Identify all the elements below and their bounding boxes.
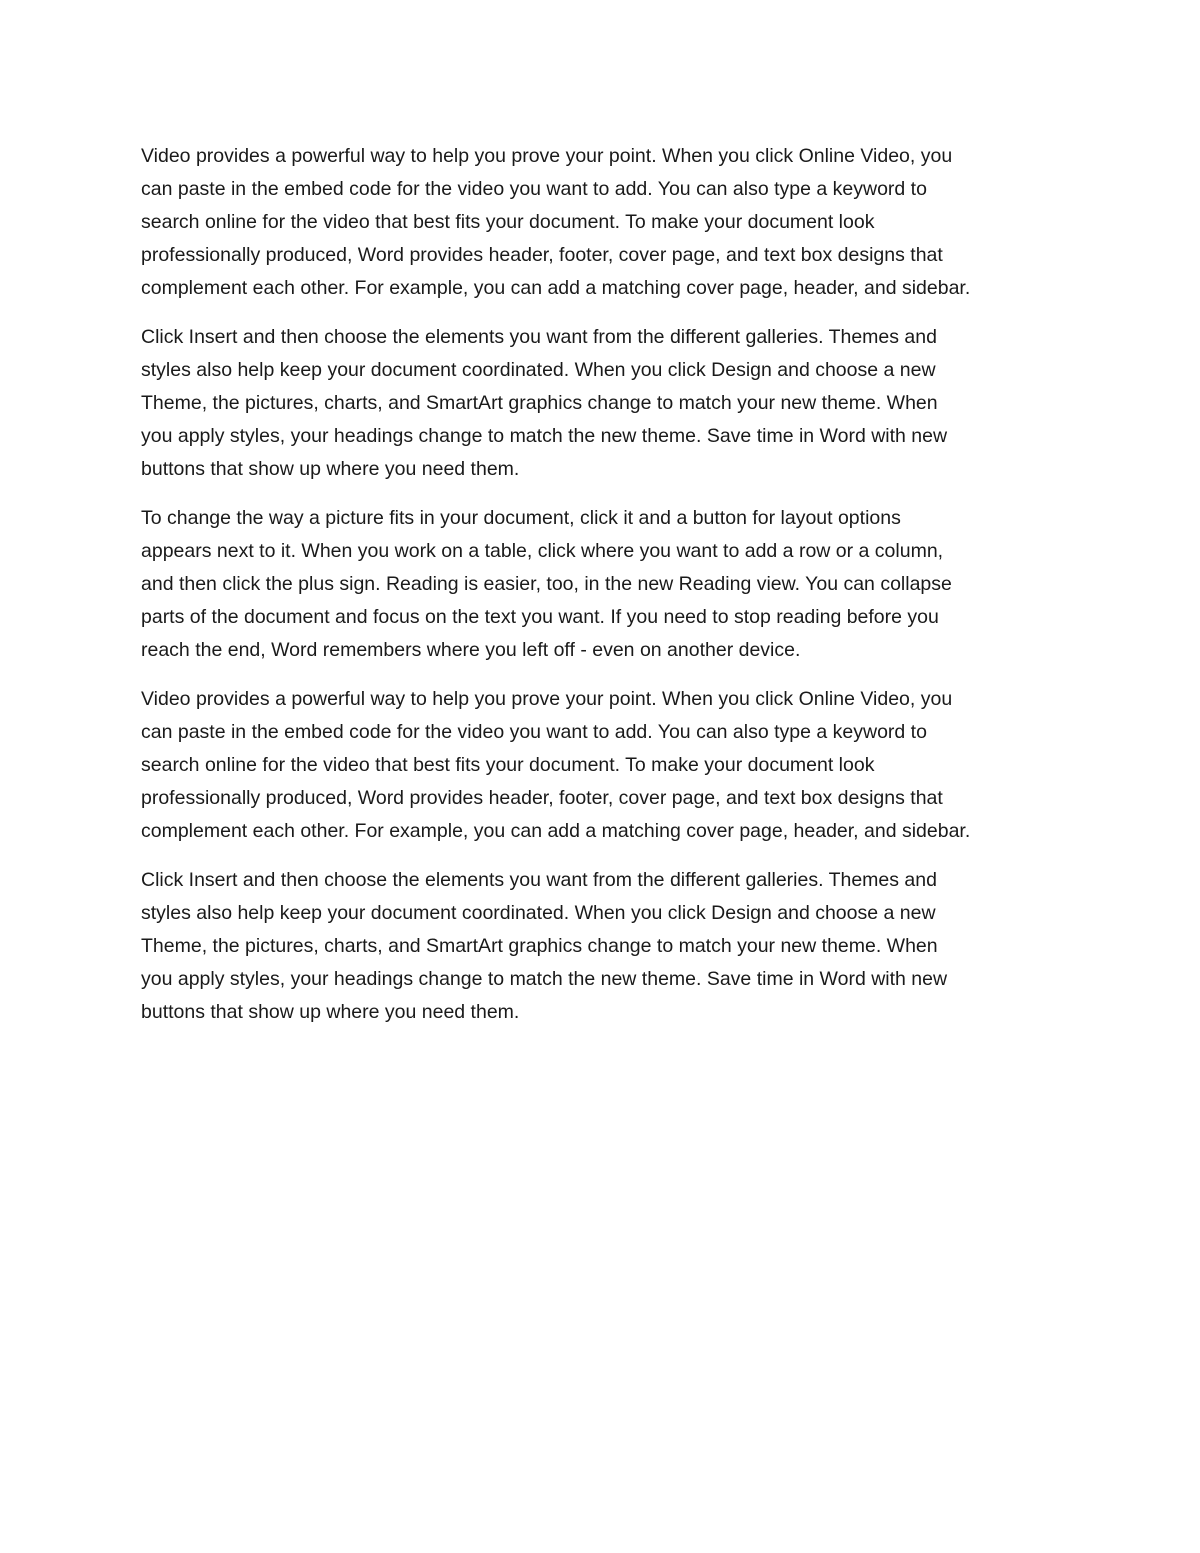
text-line: reach the end, Word remembers where you left off - even on another device. <box>141 639 801 661</box>
text-line: complement each other. For example, you can add a matching cover page, header, and sidebar. <box>141 820 971 842</box>
text-line: To change the way a picture fits in your document, click it and a button for layout options <box>141 507 901 529</box>
text-line: buttons that show up where you need them. <box>141 1001 520 1023</box>
text-line: appears next to it. When you work on a table, click where you want to add a row or a column, <box>141 540 944 562</box>
text-line: Video provides a powerful way to help you prove your point. When you click Online Video, you <box>141 688 953 710</box>
text-line: styles also help keep your document coordinated. When you click Design and choose a new <box>141 902 936 924</box>
paragraph-5 <box>141 864 1061 1029</box>
paragraph-3 <box>141 502 1061 667</box>
text-line: parts of the document and focus on the text you want. If you need to stop reading before you <box>141 606 939 628</box>
text-line: can paste in the embed code for the video you want to add. You can also type a keyword to <box>141 178 927 200</box>
paragraph-4 <box>141 683 1061 848</box>
paragraph-2 <box>141 321 1061 486</box>
text-line: search online for the video that best fits your document. To make your document look <box>141 211 875 233</box>
text-line: professionally produced, Word provides header, footer, cover page, and text box designs that <box>141 787 943 809</box>
text-line: Video provides a powerful way to help you prove your point. When you click Online Video, you <box>141 145 953 167</box>
text-line: you apply styles, your headings change to match the new theme. Save time in Word with new <box>141 425 948 447</box>
text-line: professionally produced, Word provides header, footer, cover page, and text box designs that <box>141 244 943 266</box>
text-line: complement each other. For example, you can add a matching cover page, header, and sidebar. <box>141 277 971 299</box>
text-line: buttons that show up where you need them. <box>141 458 520 480</box>
document-body <box>141 140 1061 1045</box>
text-line: Click Insert and then choose the elements you want from the different galleries. Themes and <box>141 869 937 891</box>
text-line: can paste in the embed code for the video you want to add. You can also type a keyword to <box>141 721 927 743</box>
text-line: Theme, the pictures, charts, and SmartArt graphics change to match your new theme. When <box>141 935 938 957</box>
text-line: search online for the video that best fits your document. To make your document look <box>141 754 875 776</box>
text-line: styles also help keep your document coordinated. When you click Design and choose a new <box>141 359 936 381</box>
paragraph-1 <box>141 140 1061 305</box>
text-line: you apply styles, your headings change to match the new theme. Save time in Word with new <box>141 968 948 990</box>
text-line: and then click the plus sign. Reading is easier, too, in the new Reading view. You can collapse <box>141 573 952 595</box>
text-line: Click Insert and then choose the elements you want from the different galleries. Themes and <box>141 326 937 348</box>
text-line: Theme, the pictures, charts, and SmartArt graphics change to match your new theme. When <box>141 392 938 414</box>
